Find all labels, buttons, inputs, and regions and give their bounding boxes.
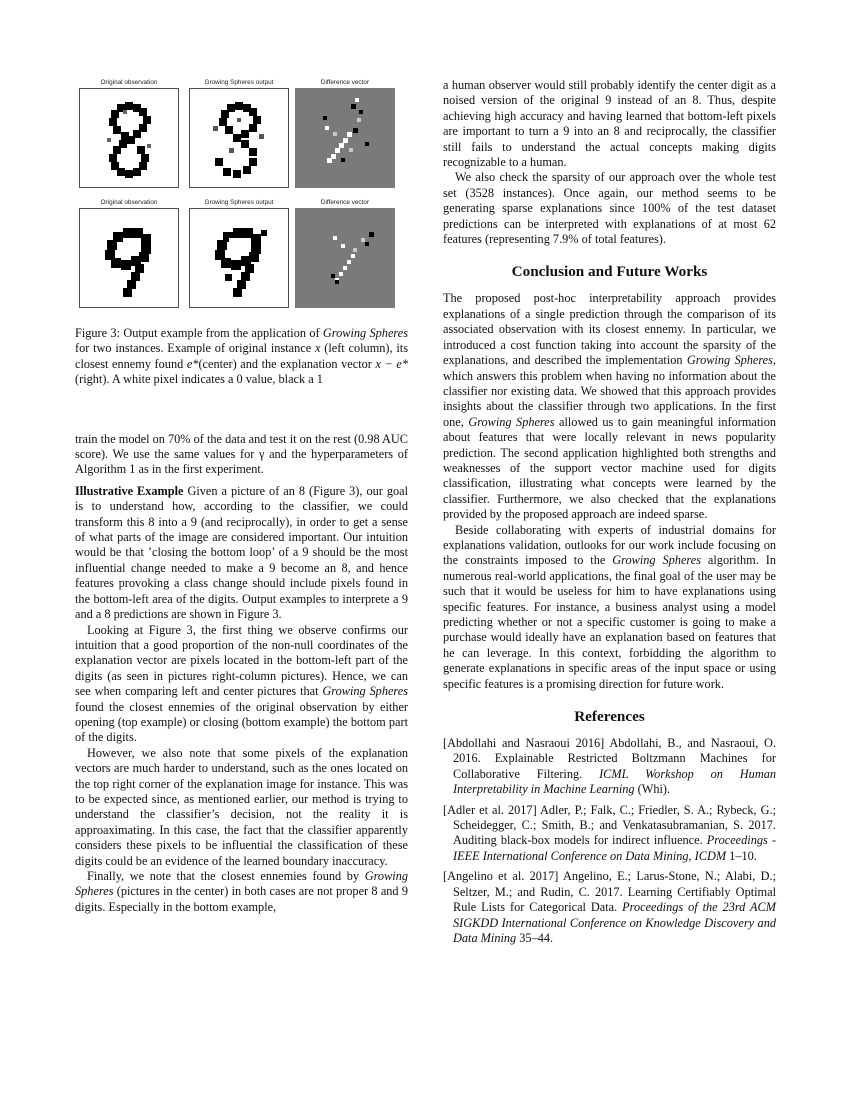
panel-title: Growing Spheres output (204, 199, 274, 206)
difference-vector-9-image (295, 208, 395, 308)
panel-difference-8 (295, 78, 395, 188)
caption-text: Figure 3: Output example from the application of (75, 326, 323, 340)
figure-caption (75, 326, 408, 388)
reference-text: [Abdollahi and Nasraoui 2016] Abdollahi, B., and Nasraoui, O. 2016. Explainable Restricted Boltzmann Machines for Collaborative Filtering. (443, 736, 776, 781)
difference-vector-8-image (295, 88, 395, 188)
emphasis: Growing Spheres, (686, 353, 776, 368)
runin-heading: Illustrative Example (75, 483, 184, 498)
paragraph-text: allowed us to gain meaningful information about features that were locally relevant in news popularity prediction. The second application highlighted both strengths and weaknesses of the support vector machine used for digits classification, illustrating what concepts were learned by the classifier. Furthermore, we also checked that the explanations provided by the proposed approach are indeed sparse. (443, 414, 776, 522)
panel-spheres-9 (189, 198, 289, 308)
reference-venue: ICML Workshop on Human Interpretability in Machine Learning (453, 766, 776, 797)
panel-title: Original observation (100, 199, 158, 206)
paragraph-text: Beside collaborating with experts of industrial domains for explanations validation, outlooks for our work include focusing on the constraints imposed to the (443, 522, 776, 568)
reference-text: [Adler et al. 2017] Adler, P.; Falk, C.; Friedler, S. A.; Rybeck, G.; Scheidegger, C.; Smith, B.; and Venkatasubramanian, S. 2017. Auditing black-box models for indirect influence. (443, 802, 776, 848)
reference-text: [Angelino et al. 2017] Angelino, E.; Larus-Stone, N.; Alabi, D.; Seltzer, M.; and Rudin, C. 2017. Learning Certifiably Optimal Rule Lists for Categorical Data. (443, 869, 776, 915)
emphasis: Growing Spheres (612, 553, 701, 568)
caption-math: x − e* (375, 356, 408, 371)
reference-text: 1–10. (726, 848, 757, 863)
paragraph-text: algorithm. In numerous real-world applications, the final goal of the user may be such that it would be useless for him to have explanations using specific features. For instance, a business analyst using a model predicting whether or not a specific customer is going to make a purchase would ideally have an explanation based on features that he can leverage. In this context, forbidding the algorithm to generate explanations in specific areas of the input space or using specific features is a promising direction for future work. (443, 553, 777, 691)
paragraph (75, 623, 408, 746)
panel-title: Difference vector (320, 199, 370, 206)
paragraph-text: The proposed post-hoc interpretability approach provides explanations of a single prediction through the comparison of its associated observation with its closest ennemy. In particular, we introduced a cost function taking into account the sparsity of the explanations, and described the implementation (443, 291, 776, 368)
paragraph: a human observer would still probably identify the center digit as a noised version of the original 9 instead of an 8. Thus, despite achieving high accuracy and having learned that bottom-left pixels are important to turn a 9 into an 8 and reciprocally, the classifier still fails to understand the actual concepts making digits recognizable to a human. (443, 78, 776, 170)
paragraph (75, 869, 408, 915)
digit-8-original-image (79, 88, 179, 188)
figure-3 (75, 78, 408, 314)
digit-8-growing-spheres-image (189, 88, 289, 188)
digit-9-growing-spheres-image (189, 208, 289, 308)
left-column (75, 78, 408, 915)
emphasis: Growing Spheres (322, 684, 409, 699)
reference-venue: Proceedings - IEEE International Conference on Data Mining, ICDM (453, 833, 776, 863)
paragraph-text: found the closest ennemies of the original observation by either opening (top example) or closing (bottom example) the bottom part of the digits. (75, 699, 408, 745)
caption-emphasis: Growing Spheres (322, 326, 408, 340)
digit-9-original-image (79, 208, 179, 308)
caption-text: (center) and the explanation vector (198, 356, 376, 371)
reference-item (443, 736, 776, 798)
section-heading-references: References (574, 708, 645, 726)
panel-difference-9 (295, 198, 395, 308)
panel-title: Growing Spheres output (204, 79, 274, 86)
reference-text: 35–44. (516, 930, 554, 945)
reference-item (443, 803, 776, 865)
panel-original-8 (79, 78, 179, 188)
caption-math: x (314, 341, 321, 356)
paragraph: However, we also note that some pixels of the explanation vectors are much harder to understand, such as the ones located on the top right corner of the explanation image for instance. This was to be expected since, as mentioned earlier, our method is trying to understand the classifier’s decision, not the reality it is approaximating. In this case, the fact that the classifier apparently considers these pixels to be influential the classification of these digits could be an evidence of the learned boundary inaccuracy. (75, 745, 408, 868)
caption-text: (right). A white pixel indicates a 0 value, black a 1 (75, 372, 323, 387)
right-column (443, 78, 776, 951)
paragraph: train the model on 70% of the data and test it on the rest (0.98 AUC score). We use the same values for γ and the hyperparameters of Algorithm 1 as in the first experiment. (75, 431, 408, 477)
section-heading-conclusion: Conclusion and Future Works (511, 263, 708, 281)
paragraph-text: Looking at Figure 3, the first thing we observe confirms our intuition that a good proportion of the non-null coordinates of the explanation vector are pixels located in the bottom-left part of the digits (as seen in pictures right-column pictures). Hence, we can see when comparing left and center pictures that (75, 622, 408, 699)
caption-text: for two instances. Example of original instance (75, 341, 315, 356)
paragraph (443, 291, 776, 522)
reference-item (443, 869, 776, 946)
paragraph-text: which answers this problem when having no information about the classifier nor existing data. We showed that this approach provides insights about the classifier through two applications. In the first one, (443, 368, 776, 429)
caption-text: (left column), its closest ennemy found (75, 341, 408, 371)
reference-text: (Whi). (634, 782, 671, 797)
emphasis: Growing Spheres (468, 414, 555, 429)
paragraph (443, 523, 776, 692)
paragraph-text: Given a picture of an 8 (Figure 3), our goal is to understand how, according to the classifier, we could transform this 8 into a 9 (and reciprocally), in order to get a sense of what parts of the image are considered important. Our intuition would be that ’closing the bottom loop’ of a 9 should be the most influential change needed to make a 9 become an 8, and hence features provoking a class change should include pixels found in the bottom-left area of the digits. Output examples to interprete a 9 and a 8 predictions are shown in Figure 3. (75, 483, 408, 622)
caption-math: e* (186, 356, 199, 371)
reference-venue: Proceedings of the 23rd ACM SIGKDD International Conference on Knowledge Discovery and Data Mining (453, 900, 777, 945)
panel-title: Original observation (100, 79, 158, 86)
emphasis: Growing Spheres (75, 869, 408, 899)
panel-original-9 (79, 198, 179, 308)
paragraph-text: (pictures in the center) in both cases are not proper 8 and 9 digits. Especially in the bottom example, (75, 884, 408, 914)
paragraph-text: Finally, we note that the closest ennemies found by (87, 869, 365, 883)
panel-title: Difference vector (320, 79, 370, 86)
panel-spheres-8 (189, 78, 289, 188)
illustrative-example-paragraph (75, 484, 408, 623)
paragraph: We also check the sparsity of our approach over the whole test set (3528 instances). Once again, our method seems to be generating sparse explanations since 100% of the test dataset predictions can be interpreted with explanations of at most 62 features (representing 7.9% of total features). (443, 170, 776, 247)
